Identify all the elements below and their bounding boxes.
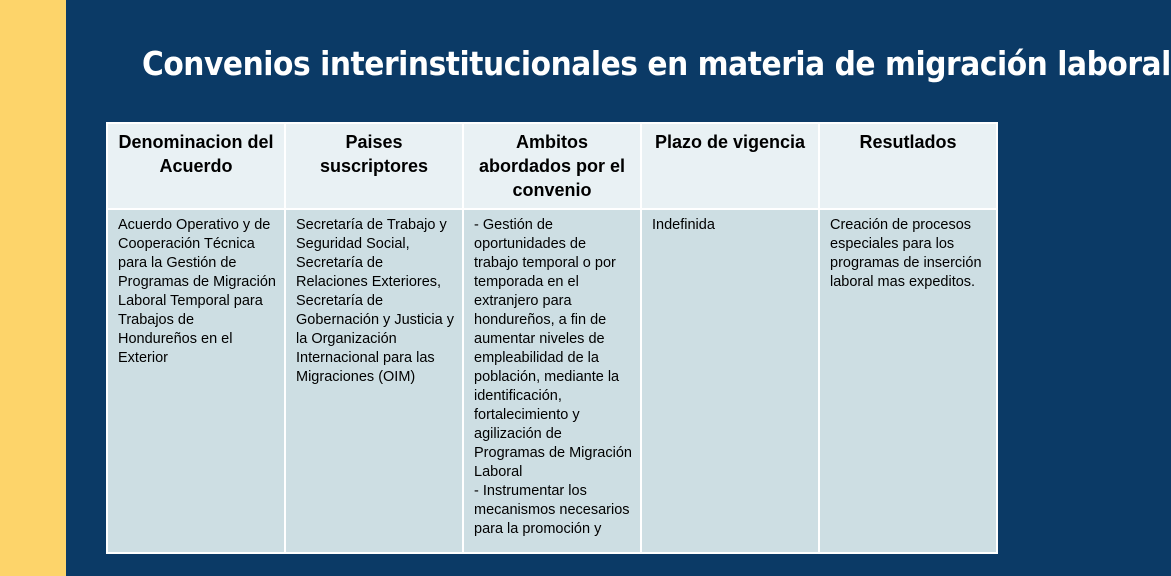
header-resultados: Resutlados [819, 123, 997, 209]
agreements-table [106, 122, 998, 554]
header-plazo: Plazo de vigencia [641, 123, 819, 209]
header-ambitos: Ambitos abordados por el convenio [463, 123, 641, 209]
header-paises: Paises suscriptores [285, 123, 463, 209]
cell-plazo: Indefinida [641, 209, 819, 553]
table-header-row [107, 123, 997, 209]
cell-resultados: Creación de procesos especiales para los programas de inserción laboral mas expeditos. [819, 209, 997, 553]
cell-ambitos: - Gestión de oportunidades de trabajo temporal o por temporada en el extranjero para hondureños, a fin de aumentar niveles de empleabilidad de la población, mediante la identificación, fortalecimiento y agilización de Programas de Migración Laboral - Instrumentar los mecanismos necesarios para la promoción y [463, 209, 641, 553]
accent-bar [0, 0, 66, 576]
header-denominacion: Denominacion del Acuerdo [107, 123, 285, 209]
cell-denominacion: Acuerdo Operativo y de Cooperación Técnica para la Gestión de Programas de Migración Laboral Temporal para Trabajos de Hondureños en el Exterior [107, 209, 285, 553]
table-row [107, 209, 997, 553]
slide-title: Convenios interinstitucionales en materia de migración laboral [142, 44, 1171, 83]
cell-paises: Secretaría de Trabajo y Seguridad Social, Secretaría de Relaciones Exteriores, Secretaría de Gobernación y Justicia y la Organización Internacional para las Migraciones (OIM) [285, 209, 463, 553]
